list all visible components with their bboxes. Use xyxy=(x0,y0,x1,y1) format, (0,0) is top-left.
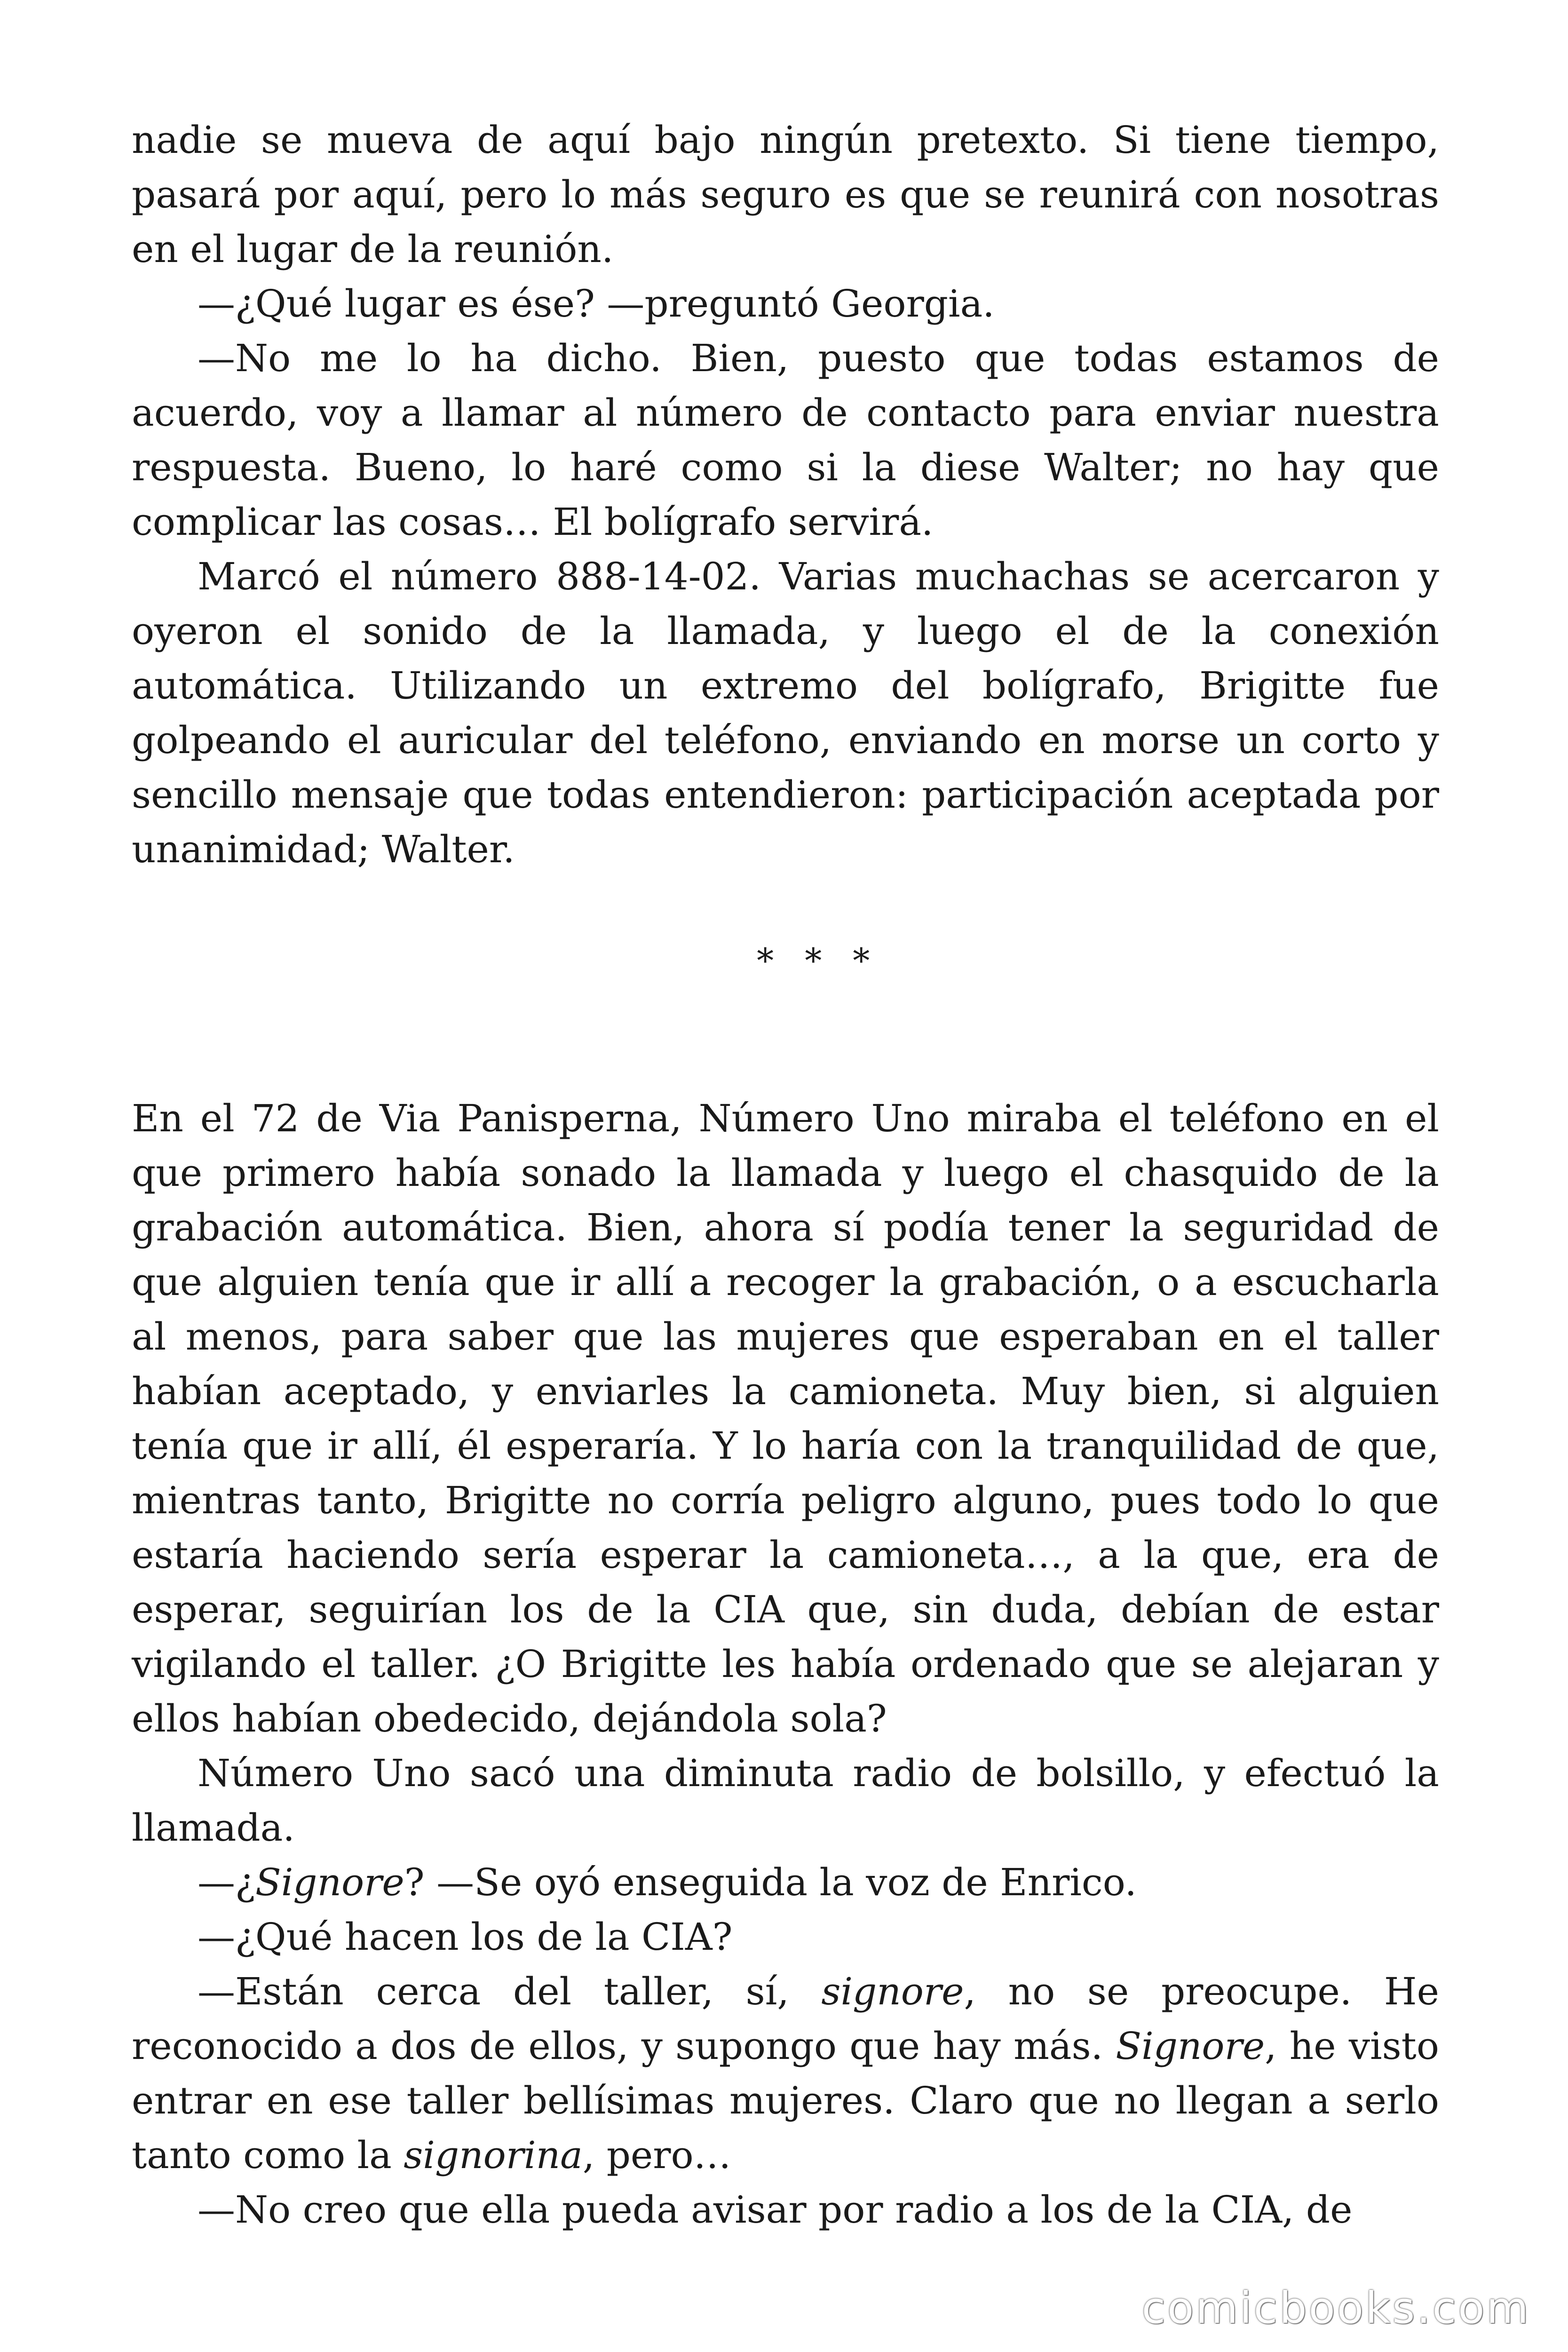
italic-run: Signore xyxy=(255,1860,404,1904)
paragraph-4: Marcó el número 888-14-02. Varias muchachas se acercaron y oyeron el sonido de la llamada, y luego el de la conexión automática. Utilizando un extremo del bolígrafo, Brigitte fue golpeando el auricular del teléfono, enviando en morse un corto y sencillo mensaje que todas entendieron: participación aceptada por unanimidad; Walter. xyxy=(132,555,1439,871)
paragraph-2: —¿Qué lugar es ése? —preguntó Georgia. xyxy=(198,282,995,326)
paragraph-10: —No creo que ella pueda avisar por radio a los de la CIA, de xyxy=(198,2188,1353,2232)
text-run: , he visto entrar en ese taller bellísimas mujeres. Claro que no llegan a serlo tanto como la xyxy=(132,2024,1439,2177)
italic-run: signorina xyxy=(404,2133,583,2177)
page-body xyxy=(132,113,1439,2237)
watermark: comicbooks.com xyxy=(1141,2283,1530,2333)
paragraph-9 xyxy=(132,1964,1439,2183)
paragraph-6: Número Uno sacó una diminuta radio de bolsillo, y efectuó la llamada. xyxy=(132,1751,1439,1850)
italic-run: signore xyxy=(821,1970,964,2013)
paragraph-8: —¿Qué hacen los de la CIA? xyxy=(198,1915,733,1959)
text-run: —Están cerca del taller, sí, xyxy=(198,1970,822,2013)
italic-run: Signore xyxy=(1116,2024,1265,2068)
text-run: , pero… xyxy=(582,2133,731,2177)
text-run: , no se preocupe. He reconocido a dos de ellos, y supongo que hay más. xyxy=(132,1970,1439,2068)
paragraph-1: nadie se mueva de aquí bajo ningún pretexto. Si tiene tiempo, pasará por aquí, pero lo más seguro es que se reunirá con nosotras en el lugar de la reunión. xyxy=(132,118,1439,271)
paragraph-3: —No me lo ha dicho. Bien, puesto que todas estamos de acuerdo, voy a llamar al número de contacto para enviar nuestra respuesta. Bueno, lo haré como si la diese Walter; no hay que complicar las cosas… El bolígrafo servirá. xyxy=(132,336,1439,544)
text-run: ? —Se oyó enseguida la voz de Enrico. xyxy=(404,1860,1137,1904)
paragraph-7 xyxy=(132,1855,1439,1910)
text-run: —¿ xyxy=(198,1860,255,1904)
scene-break: * * * xyxy=(757,941,880,980)
paragraph-5: En el 72 de Via Panisperna, Número Uno miraba el teléfono en el que primero había sonado la llamada y luego el chasquido de la grabación automática. Bien, ahora sí podía tener la seguridad de que alguien tenía que ir allí a recoger la grabación, o a escucharla al menos, para saber que las mujeres que esperaban en el taller habían aceptado, y enviarles la camioneta. Muy bien, si alguien tenía que ir allí, él esperaría. Y lo haría con la tranquilidad de que, mientras tanto, Brigitte no corría peligro alguno, pues todo lo que estaría haciendo sería esperar la camioneta…, a la que, era de esperar, seguirían los de la CIA que, sin duda, debían de estar vigilando el taller. ¿O Brigitte les había ordenado que se alejaran y ellos habían obedecido, dejándola sola? xyxy=(132,1097,1439,1740)
